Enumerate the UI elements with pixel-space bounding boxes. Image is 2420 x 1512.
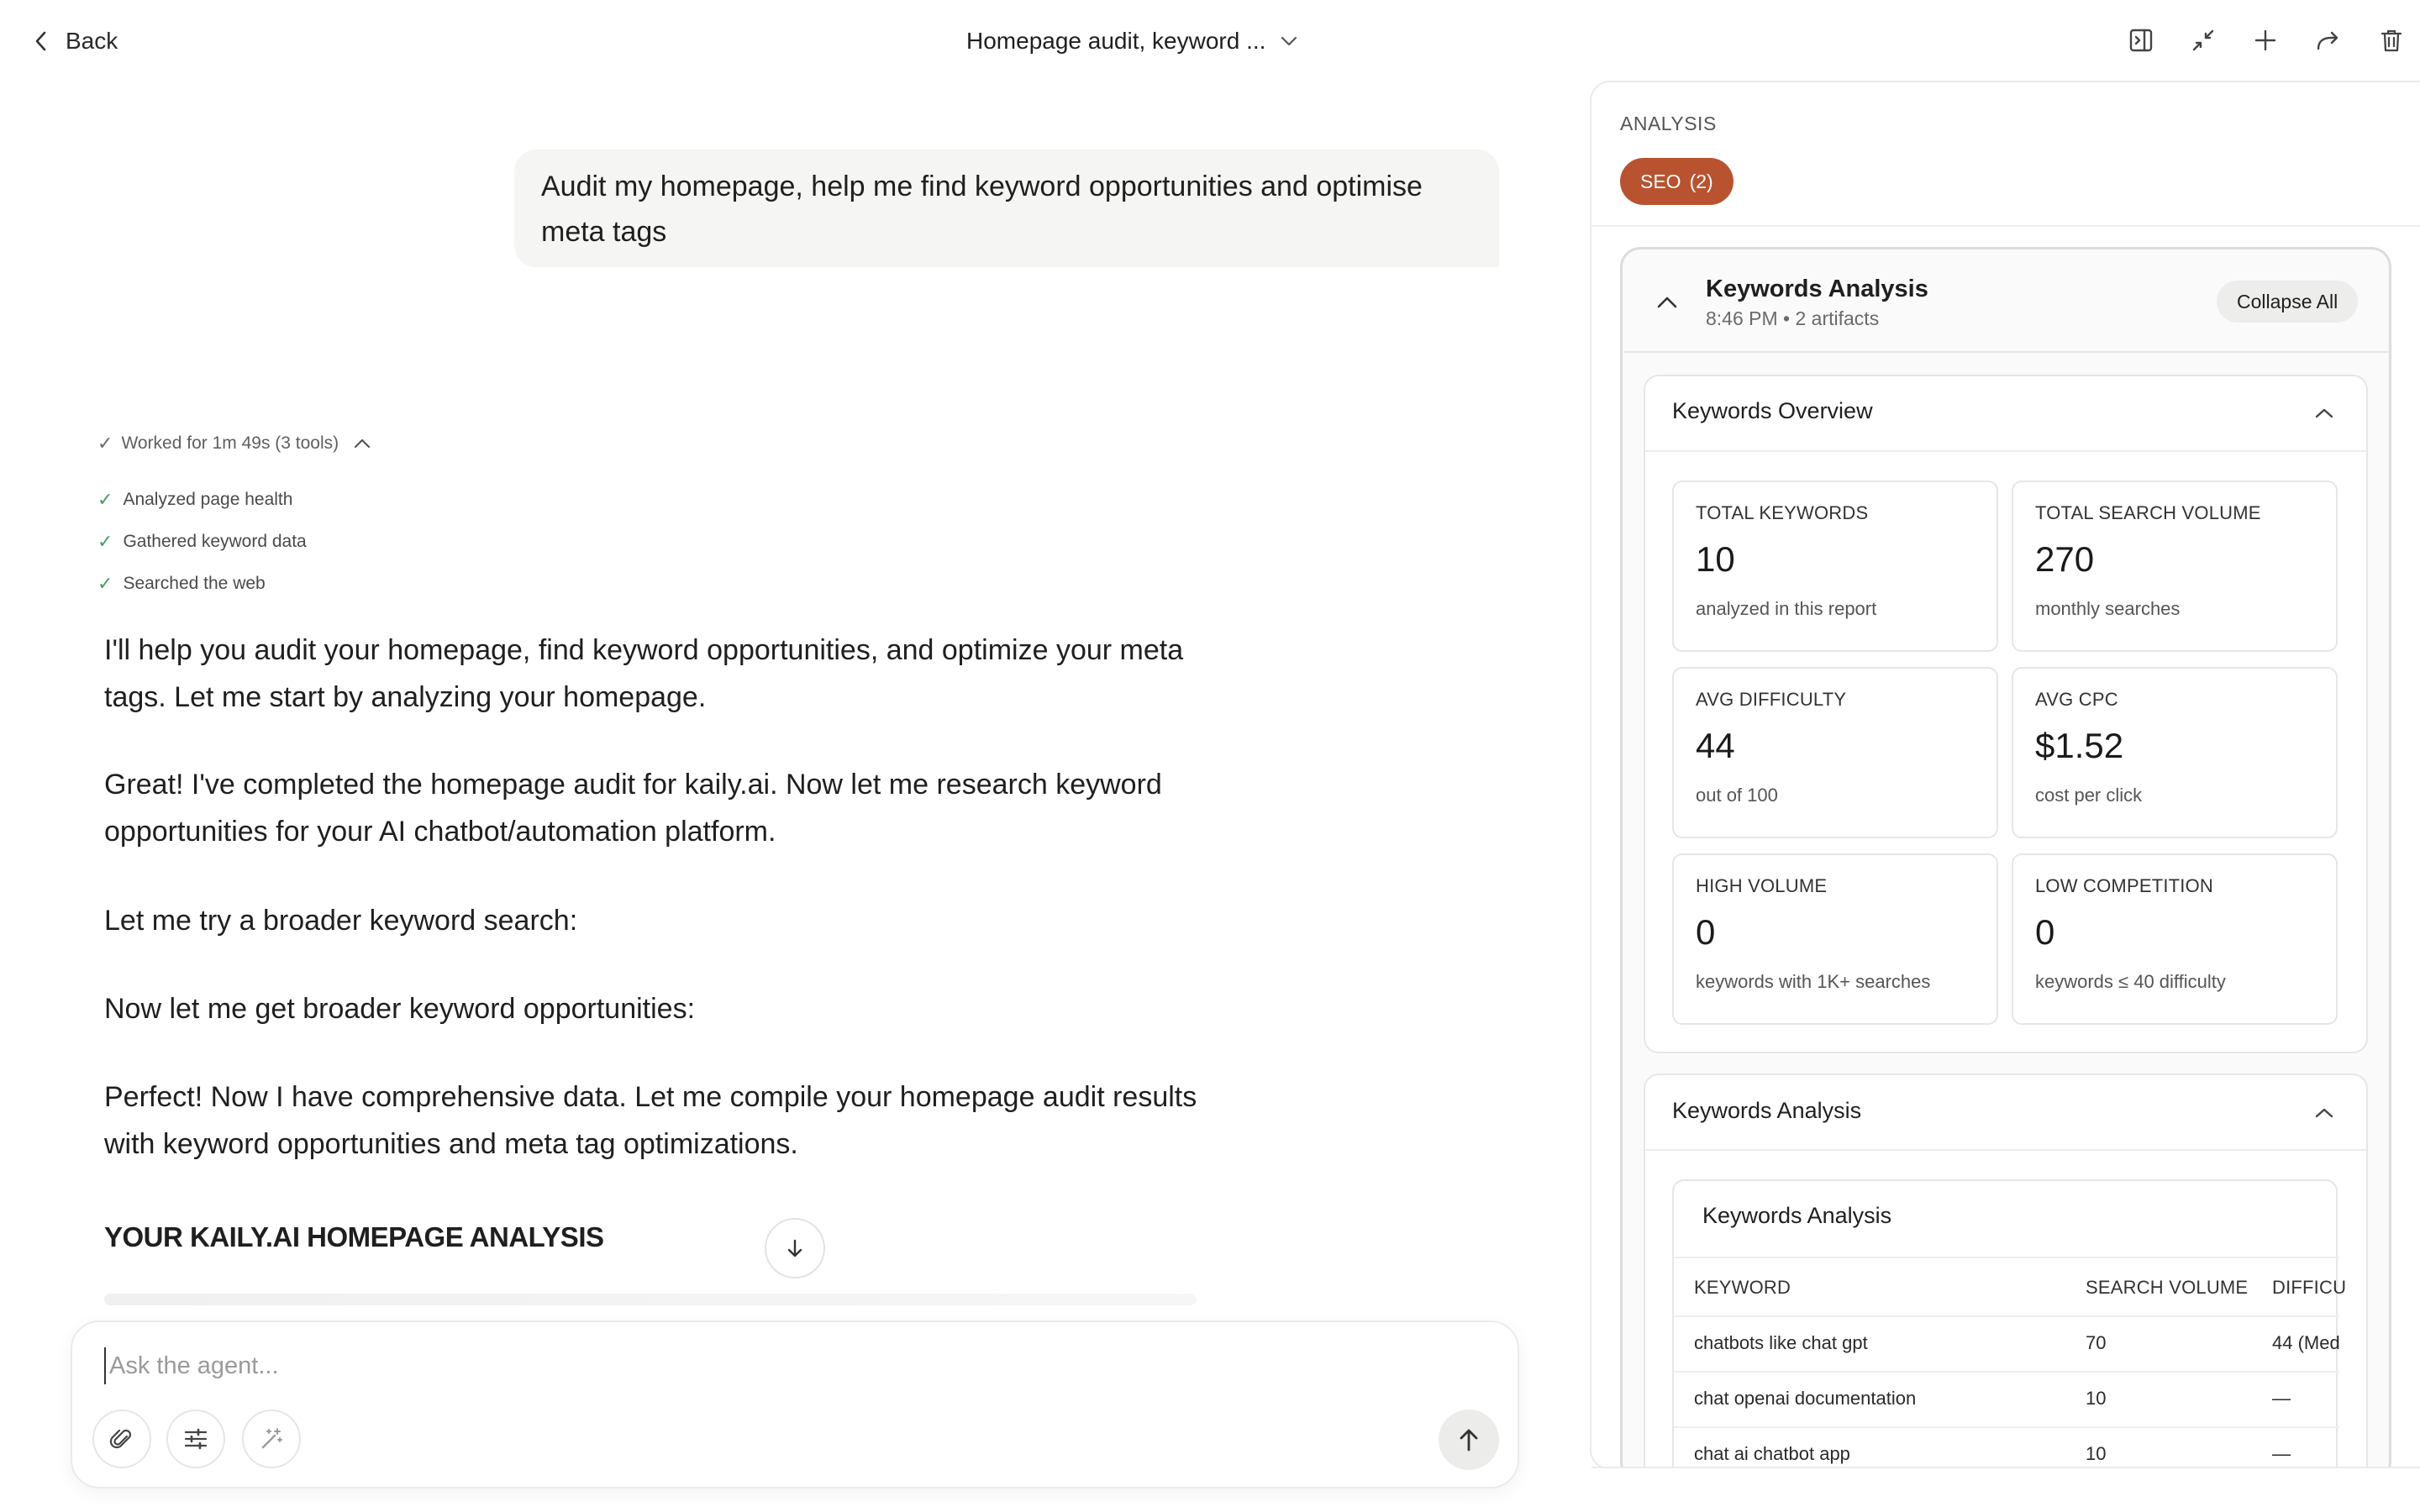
- assistant-paragraph: Great! I've completed the homepage audit for kaily.ai. Now let me research keyword opportunities for your AI chatbot/automation platform.: [104, 769, 1162, 848]
- magic-wand-icon: [259, 1426, 284, 1452]
- share-icon[interactable]: [2311, 24, 2344, 57]
- back-label: Back: [66, 28, 118, 54]
- section-heading: YOUR KAILY.AI HOMEPAGE ANALYSIS: [104, 1221, 604, 1252]
- chevron-up-icon: [2315, 408, 2333, 418]
- chevron-left-icon: [34, 30, 47, 52]
- stat-value: 0: [2035, 912, 2055, 952]
- panel-bottom-fill: [1590, 1468, 2420, 1512]
- assistant-paragraph: I'll help you audit your homepage, find keyword opportunities, and optimize your meta tags. Let me start by analyzing your homepage.: [104, 634, 1184, 713]
- conversation-title: Homepage audit, keyword ...: [966, 28, 1266, 54]
- assistant-paragraph: Perfect! Now I have comprehensive data. Let me compile your homepage audit results with keyword opportunities and meta tag optimizations.: [104, 1081, 1197, 1160]
- settings-button[interactable]: [166, 1410, 225, 1468]
- divider: [1623, 351, 2388, 353]
- stat-card: [1672, 480, 1998, 652]
- trash-icon[interactable]: [2375, 24, 2408, 57]
- check-icon: ✓: [97, 573, 113, 594]
- tool-step-label: Analyzed page health: [123, 490, 293, 509]
- seo-filter-pill[interactable]: [1620, 158, 1733, 205]
- column-header-difficulty: DIFFICU: [2272, 1277, 2347, 1298]
- arrow-up-icon: [1458, 1427, 1480, 1452]
- plus-icon[interactable]: [2249, 24, 2282, 57]
- minimize-icon[interactable]: [2186, 24, 2220, 57]
- stat-sub: keywords ≤ 40 difficulty: [2035, 971, 2226, 992]
- stat-value: 270: [2035, 539, 2095, 579]
- collapse-section-toggle[interactable]: [2309, 398, 2339, 428]
- faded-text-line: [104, 1294, 1197, 1305]
- table-cell-volume: 70: [2086, 1332, 2107, 1353]
- stat-sub: keywords with 1K+ searches: [1696, 971, 1931, 992]
- table-cell-keyword: chat ai chatbot app: [1694, 1443, 1850, 1464]
- tool-step: [97, 531, 307, 553]
- check-icon: ✓: [97, 489, 113, 510]
- table-cell-volume: 10: [2086, 1443, 2107, 1464]
- stat-label: TOTAL SEARCH VOLUME: [2035, 502, 2261, 523]
- section-title: Keywords Analysis: [1672, 1098, 1862, 1123]
- tool-step: [97, 489, 292, 511]
- stat-card: [2012, 480, 2338, 652]
- chevron-up-icon: [1657, 297, 1677, 308]
- column-header-search-volume: SEARCH VOLUME: [2086, 1277, 2249, 1298]
- paperclip-icon: [109, 1426, 134, 1452]
- message-input[interactable]: [104, 1347, 1365, 1384]
- collapse-section-toggle[interactable]: [2309, 1098, 2339, 1128]
- magic-wand-button[interactable]: [242, 1410, 301, 1468]
- divider: [1645, 1149, 2366, 1151]
- table-cell-volume: 10: [2086, 1388, 2107, 1409]
- arrow-down-icon: [786, 1238, 804, 1258]
- chevron-up-icon: [354, 438, 371, 449]
- divider: [1591, 225, 2420, 227]
- assistant-paragraph: Let me try a broader keyword search:: [104, 905, 578, 937]
- table-cell-difficulty: —: [2272, 1443, 2291, 1464]
- divider: [1674, 1315, 2339, 1317]
- worked-for-label: Worked for 1m 49s (3 tools): [121, 433, 339, 453]
- chevron-down-icon: [1281, 36, 1297, 46]
- card-title: Keywords Analysis: [1706, 276, 1928, 302]
- stat-label: LOW COMPETITION: [2035, 875, 2213, 896]
- attach-button[interactable]: [92, 1410, 151, 1468]
- assistant-paragraph: Now let me get broader keyword opportunities:: [104, 993, 696, 1025]
- seo-pill-count: (2): [1689, 170, 1713, 192]
- panel-label: ANALYSIS: [1620, 113, 1717, 134]
- stat-sub: cost per click: [2035, 785, 2143, 806]
- table-title: Keywords Analysis: [1702, 1203, 1892, 1228]
- chevron-up-icon: [2315, 1108, 2333, 1118]
- card-subtitle: 8:46 PM • 2 artifacts: [1706, 307, 1880, 329]
- divider: [1591, 1467, 2420, 1468]
- tool-step: [97, 573, 266, 595]
- check-icon: ✓: [97, 531, 113, 552]
- divider: [1645, 450, 2366, 452]
- check-icon: ✓: [97, 433, 113, 454]
- scroll-down-button[interactable]: [765, 1218, 825, 1278]
- seo-pill-label: SEO: [1640, 170, 1681, 192]
- sliders-icon: [183, 1427, 208, 1451]
- stat-label: AVG DIFFICULTY: [1696, 689, 1847, 710]
- stat-label: TOTAL KEYWORDS: [1696, 502, 1869, 523]
- tool-step-label: Searched the web: [123, 574, 266, 593]
- stat-sub: monthly searches: [2035, 598, 2181, 619]
- section-title: Keywords Overview: [1672, 398, 1873, 423]
- collapse-all-button[interactable]: Collapse All: [2217, 281, 2358, 323]
- stat-card: [1672, 853, 1998, 1025]
- stat-card: [2012, 853, 2338, 1025]
- send-button[interactable]: [1439, 1410, 1499, 1470]
- tool-step-label: Gathered keyword data: [123, 532, 307, 551]
- divider: [1674, 1257, 2339, 1258]
- stat-label: HIGH VOLUME: [1696, 875, 1828, 896]
- stat-value: 0: [1696, 912, 1716, 952]
- conversation-title-dropdown[interactable]: [966, 24, 1297, 59]
- divider: [1674, 1371, 2339, 1373]
- back-button[interactable]: [34, 24, 118, 59]
- column-header-keyword: KEYWORD: [1694, 1277, 1791, 1298]
- stat-sub: analyzed in this report: [1696, 598, 1877, 619]
- worked-for-toggle[interactable]: [97, 433, 371, 454]
- user-message: Audit my homepage, help me find keyword opportunities and optimise meta tags: [514, 150, 1499, 267]
- collapse-card-toggle[interactable]: [1650, 286, 1684, 319]
- stat-value: $1.52: [2035, 726, 2124, 765]
- stat-sub: out of 100: [1696, 785, 1778, 806]
- table-cell-difficulty: —: [2272, 1388, 2291, 1409]
- divider: [1674, 1426, 2339, 1428]
- stat-value: 10: [1696, 539, 1735, 579]
- stat-label: AVG CPC: [2035, 689, 2118, 710]
- panel-toggle-icon[interactable]: [2124, 24, 2158, 57]
- stat-card: [2012, 667, 2338, 838]
- stat-card: [1672, 667, 1998, 838]
- keywords-table: [1672, 1179, 2347, 1482]
- table-cell-keyword: chat openai documentation: [1694, 1388, 1917, 1409]
- table-cell-keyword: chatbots like chat gpt: [1694, 1332, 1868, 1353]
- stat-value: 44: [1696, 726, 1735, 765]
- table-cell-difficulty: 44 (Med: [2272, 1332, 2340, 1353]
